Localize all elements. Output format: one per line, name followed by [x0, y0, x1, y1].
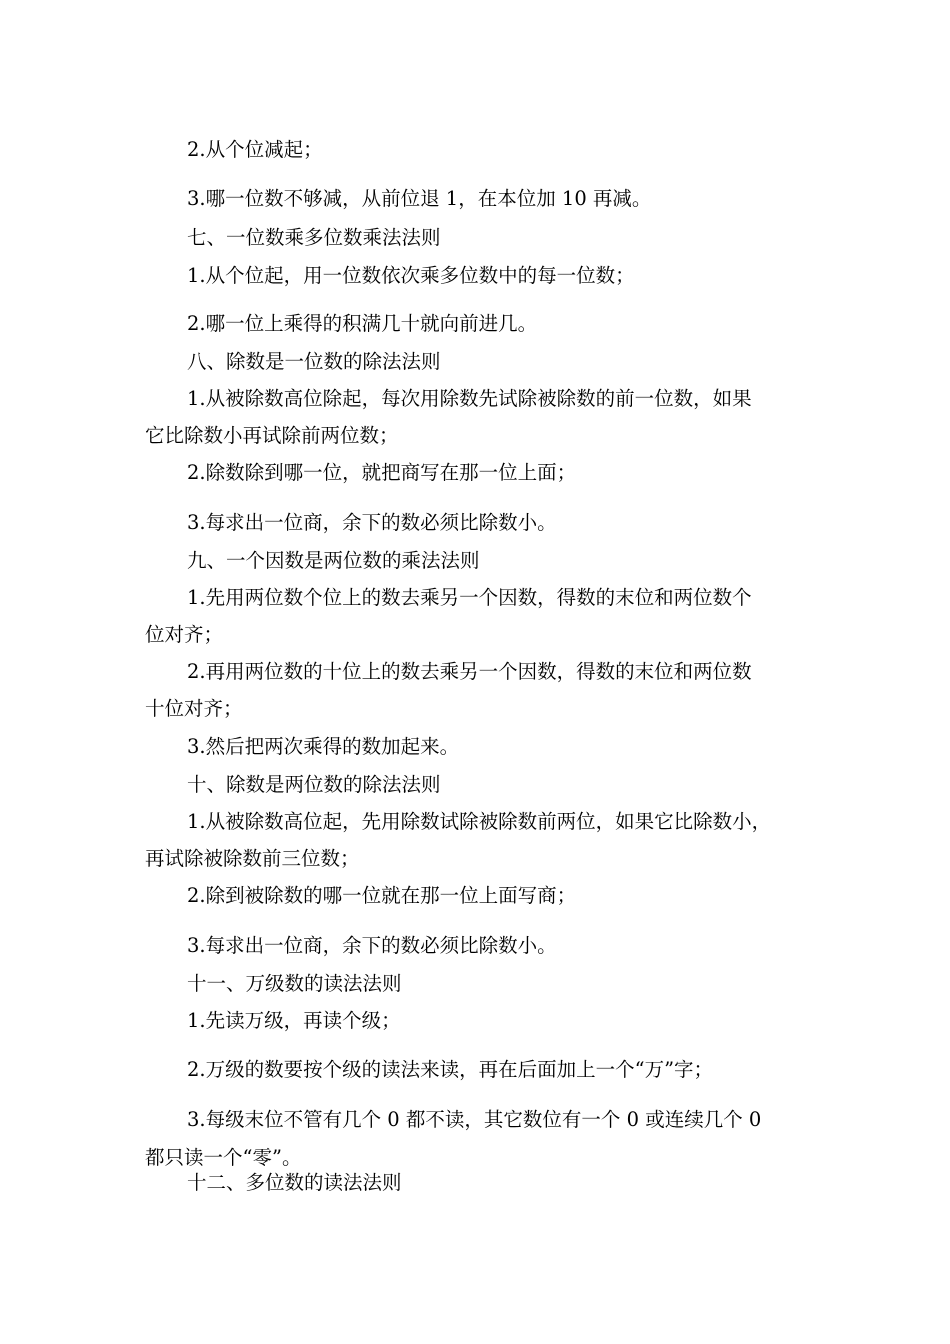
text-line: 3.每级末位不管有几个 0 都不读，其它数位有一个 0 或连续几个 0: [187, 1108, 762, 1131]
text-line: 2.再用两位数的十位上的数去乘另一个因数，得数的末位和两位数: [187, 660, 752, 683]
text-line: 2.哪一位上乘得的积满几十就向前进几。: [187, 312, 538, 335]
section-heading: 八、除数是一位数的除法法则: [187, 350, 441, 373]
text-line: 2.万级的数要按个级的读法来读，再在后面加上一个“万”字；: [187, 1058, 714, 1081]
text-line: 3.每求出一位商，余下的数必须比除数小。: [187, 511, 557, 534]
text-line: 1.从被除数高位除起，每次用除数先试除被除数的前一位数，如果: [187, 387, 752, 410]
text-line: 2.除数除到哪一位，就把商写在那一位上面；: [187, 461, 577, 484]
text-line: 1.从被除数高位起，先用除数试除被除数前两位，如果它比除数小，: [187, 810, 772, 833]
section-heading: 十二、多位数的读法法则: [187, 1171, 402, 1194]
text-line: 都只读一个“零”。: [145, 1146, 302, 1169]
text-line: 1.先读万级，再读个级；: [187, 1009, 401, 1032]
text-line: 3.每求出一位商，余下的数必须比除数小。: [187, 934, 557, 957]
section-heading: 十、除数是两位数的除法法则: [187, 773, 441, 796]
section-heading: 十一、万级数的读法法则: [187, 972, 402, 995]
section-heading: 九、一个因数是两位数的乘法法则: [187, 549, 480, 572]
text-line: 十位对齐；: [145, 697, 243, 720]
section-heading: 七、一位数乘多位数乘法法则: [187, 226, 441, 249]
text-line: 3.然后把两次乘得的数加起来。: [187, 735, 460, 758]
text-line: 2.从个位减起；: [187, 138, 323, 161]
text-line: 1.先用两位数个位上的数去乘另一个因数，得数的末位和两位数个: [187, 586, 752, 609]
text-line: 3.哪一位数不够减，从前位退 1，在本位加 10 再减。: [187, 187, 652, 210]
text-line: 位对齐；: [145, 623, 224, 646]
text-line: 它比除数小再试除前两位数；: [145, 424, 399, 447]
text-line: 再试除被除数前三位数；: [145, 847, 360, 870]
text-line: 1.从个位起，用一位数依次乘多位数中的每一位数；: [187, 264, 635, 287]
text-line: 2.除到被除数的哪一位就在那一位上面写商；: [187, 884, 577, 907]
